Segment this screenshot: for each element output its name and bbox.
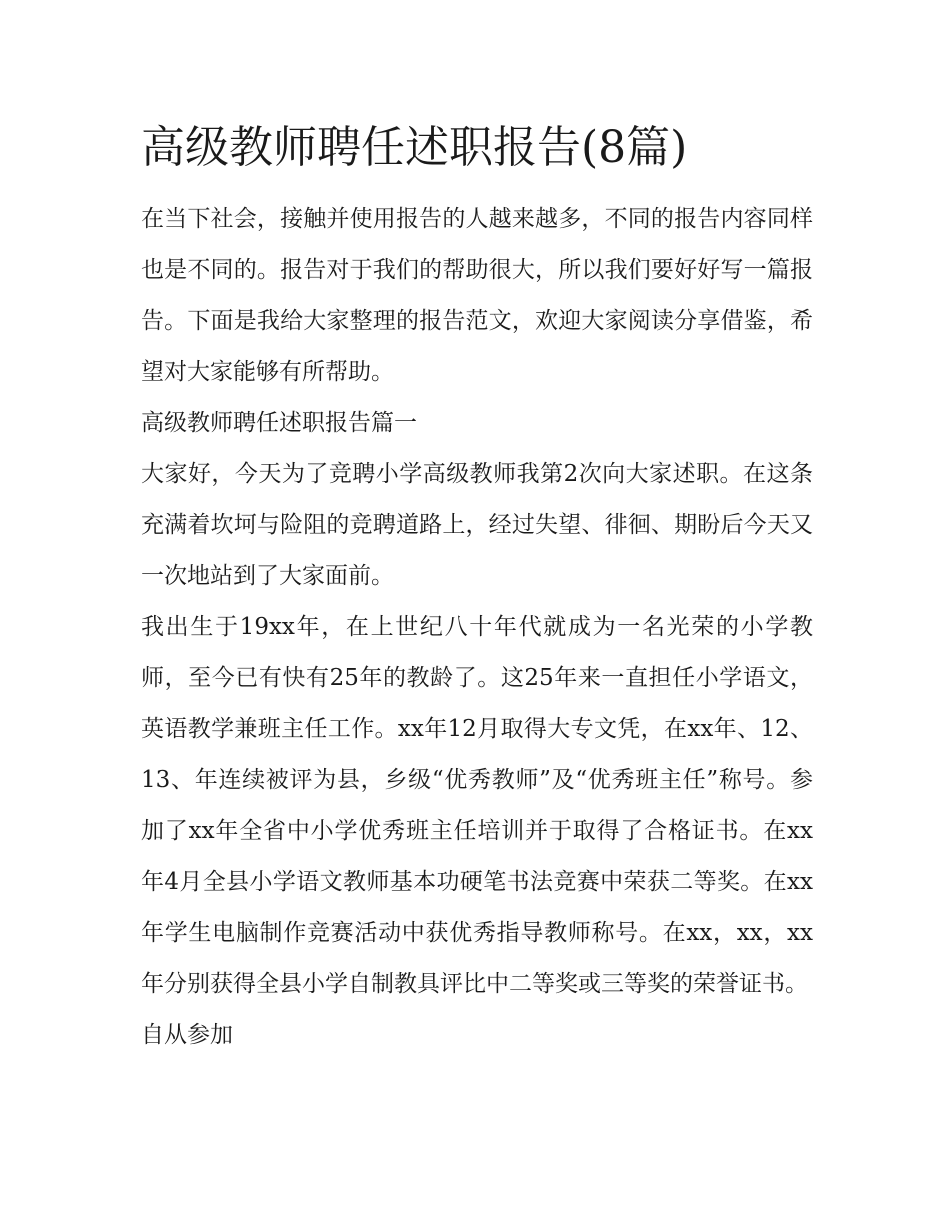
section-heading: 高级教师聘任述职报告篇一 [141, 410, 417, 436]
intro-paragraph: 在当下社会，接触并使用报告的人越来越多，不同的报告内容同样也是不同的。报告对于我们的帮助很大，所以我们要好好写一篇报告。下面是我给大家整理的报告范文，欢迎大家阅读分享借鉴，希望对大家能够有所帮助。 [141, 206, 813, 385]
document-body [141, 118, 813, 1061]
background-paragraph: 我出生于19xx年，在上世纪八十年代就成为一名光荣的小学教师，至今已有快有25年的教龄了。这25年来一直担任小学语文，英语教学兼班主任工作。xx年12月取得大专文凭，在xx年、12、13、年连续被评为县，乡级“优秀教师”及“优秀班主任”称号。参加了xx年全省中小学优秀班主任培训并于取得了合格证书。在xx年4月全县小学语文教师基本功硬笔书法竞赛中荣获二等奖。在xx年学生电脑制作竞赛活动中获优秀指导教师称号。在xx，xx，xx年分别获得全县小学自制教具评比中二等奖或三等奖的荣誉证书。 [141, 614, 813, 997]
trailing-paragraph: 自从参加 [141, 1022, 233, 1048]
document-title: 高级教师聘任述职报告(8篇) [141, 122, 688, 173]
greeting-paragraph: 大家好，今天为了竞聘小学高级教师我第2次向大家述职。在这条充满着坎坷与险阻的竞聘道路上，经过失望、徘徊、期盼后今天又一次地站到了大家面前。 [141, 461, 813, 589]
